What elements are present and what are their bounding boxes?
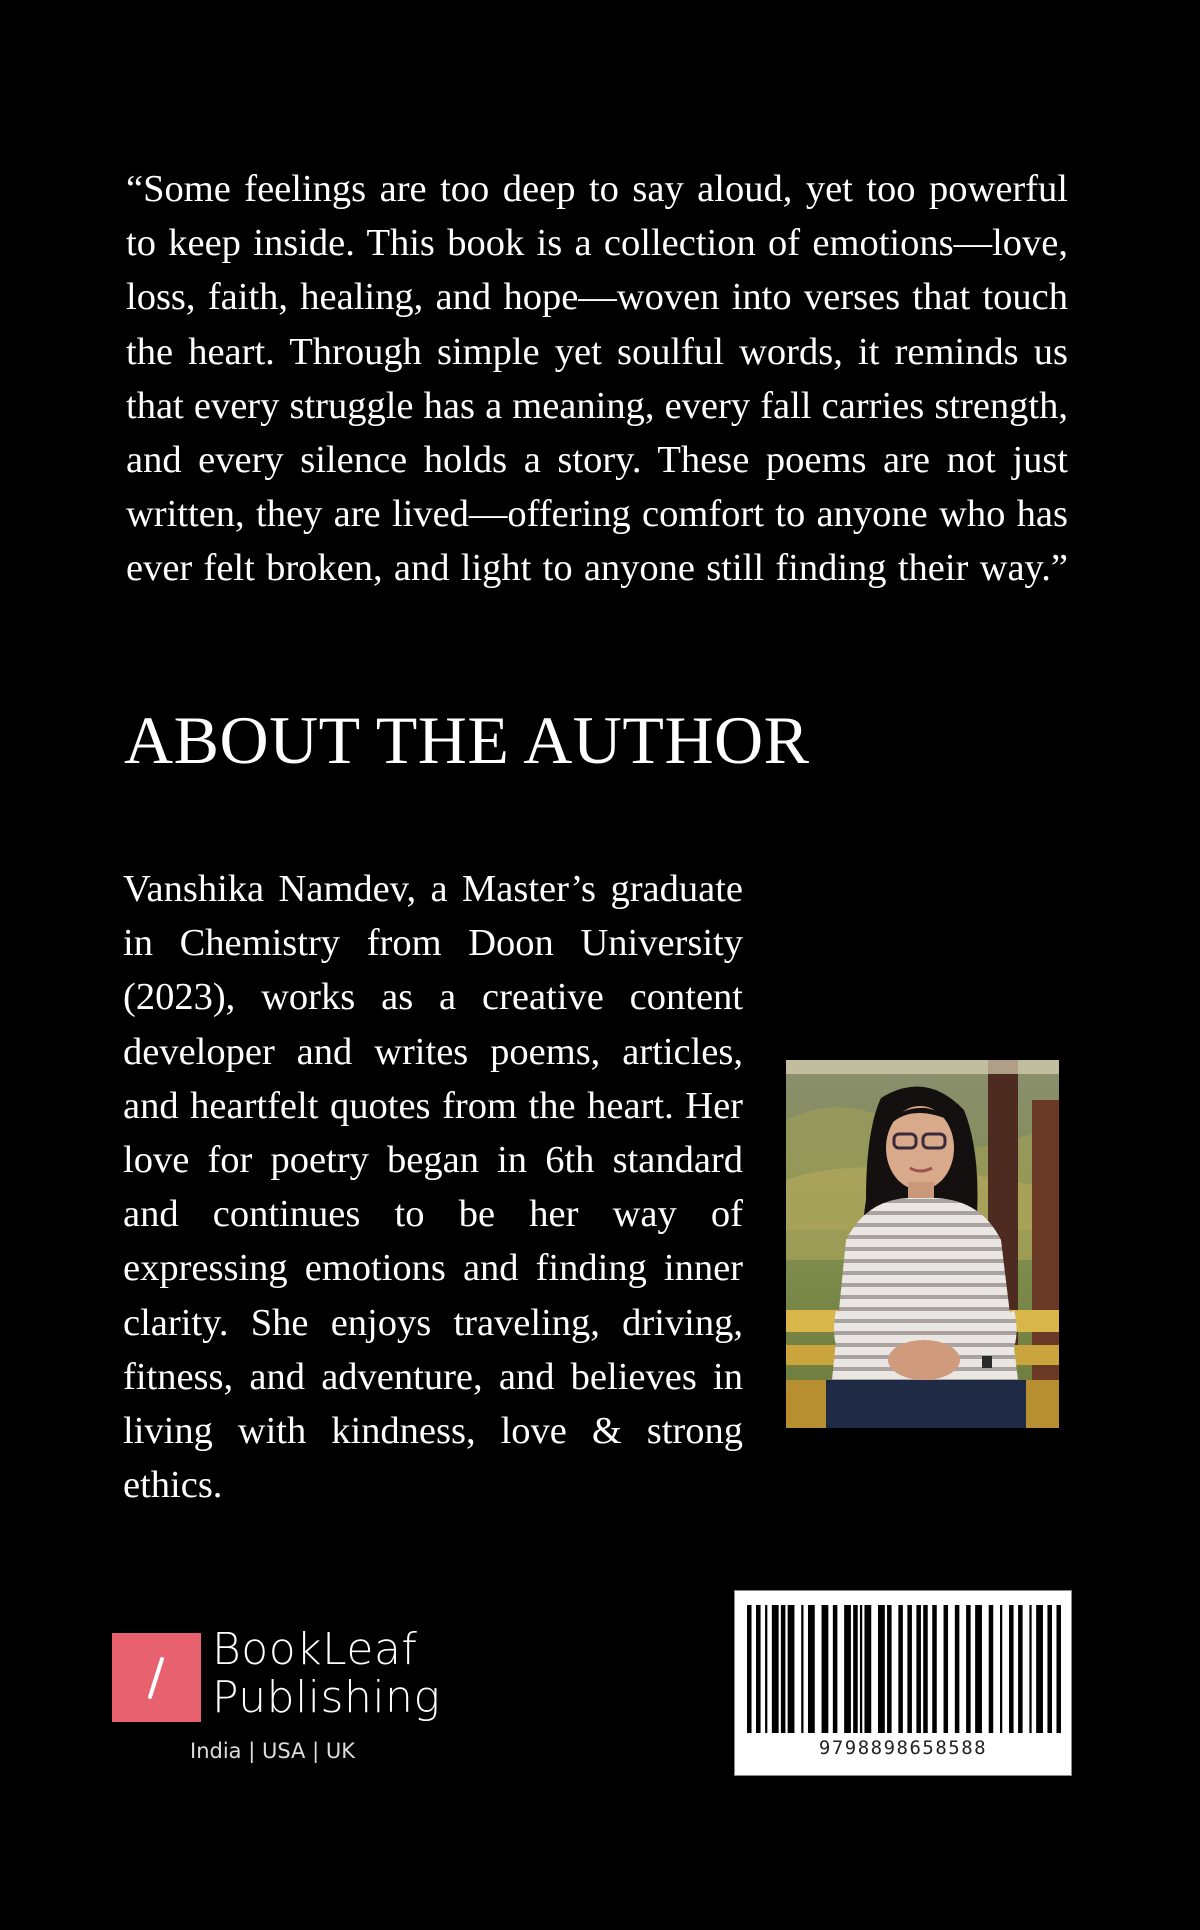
publisher-logo	[112, 1624, 452, 1770]
barcode-bars	[747, 1605, 1061, 1733]
barcode-bar	[887, 1605, 892, 1733]
barcode-bar	[1018, 1605, 1023, 1733]
barcode-bar	[944, 1605, 949, 1733]
author-bio: Vanshika Namdev, a Master’s graduate in Chemistry from Doon University (2023), works as a creative content developer and writes poems, articles, and heartfelt quotes from the heart. Her love for poetry began in 6th standard and continues to be her way of expressing emotions and finding inner clarity. She enjoys traveling, driving, fitness, and adventure, and believes in living with kindness, love & strong ethics.	[123, 868, 743, 1507]
barcode-bar	[756, 1605, 761, 1733]
barcode-bar	[916, 1605, 921, 1733]
barcode-bar	[1056, 1605, 1061, 1733]
publisher-name-line2: Publishing	[212, 1672, 441, 1723]
back-cover-blurb: “Some feelings are too deep to say aloud, yet too powerful to keep inside. This book is a collection of emotions—love, loss, faith, healing, and hope—woven into verses that touch the heart. Through simple yet soulful words, it reminds us that every struggle has a meaning, every fall carries strength, and every silence holds a story. These poems are not just written, they are lived—offering comfort to anyone who has ever felt broken, and light to anyone still finding their way.”	[126, 168, 1068, 590]
publisher-name-line1: BookLeaf	[212, 1624, 418, 1675]
barcode-bar	[844, 1605, 851, 1733]
barcode-bar	[932, 1605, 937, 1733]
barcode-bar	[989, 1605, 994, 1733]
barcode-bar	[788, 1605, 795, 1733]
barcode-bar	[1009, 1605, 1014, 1733]
barcode-bar	[898, 1605, 903, 1733]
barcode-bar	[833, 1605, 838, 1733]
barcode-bar	[822, 1605, 829, 1733]
barcode-bar	[955, 1605, 960, 1733]
barcode-bar	[747, 1605, 752, 1733]
barcode-bar	[975, 1605, 982, 1733]
barcode-bar	[907, 1605, 912, 1733]
barcode-bar	[772, 1605, 779, 1733]
barcode-bar	[801, 1605, 803, 1733]
slash-icon	[112, 1633, 201, 1722]
isbn-barcode	[734, 1590, 1072, 1776]
barcode-bar	[1047, 1605, 1052, 1733]
barcode-bar	[853, 1605, 858, 1733]
barcode-bar	[1000, 1605, 1002, 1733]
isbn-number: 9798898658588	[818, 1737, 988, 1759]
barcode-bar	[966, 1605, 971, 1733]
barcode-bar	[1029, 1605, 1031, 1733]
about-author-heading: ABOUT THE AUTHOR	[124, 702, 810, 778]
barcode-bar	[765, 1605, 767, 1733]
publisher-regions: India | USA | UK	[190, 1739, 355, 1763]
barcode-bar	[923, 1605, 928, 1733]
barcode-bar	[860, 1605, 862, 1733]
barcode-bar	[781, 1605, 786, 1733]
barcode-bar	[1036, 1605, 1043, 1733]
barcode-bar	[808, 1605, 815, 1733]
barcode-bar	[878, 1605, 885, 1733]
barcode-bar	[864, 1605, 871, 1733]
author-photo	[786, 1060, 1059, 1428]
